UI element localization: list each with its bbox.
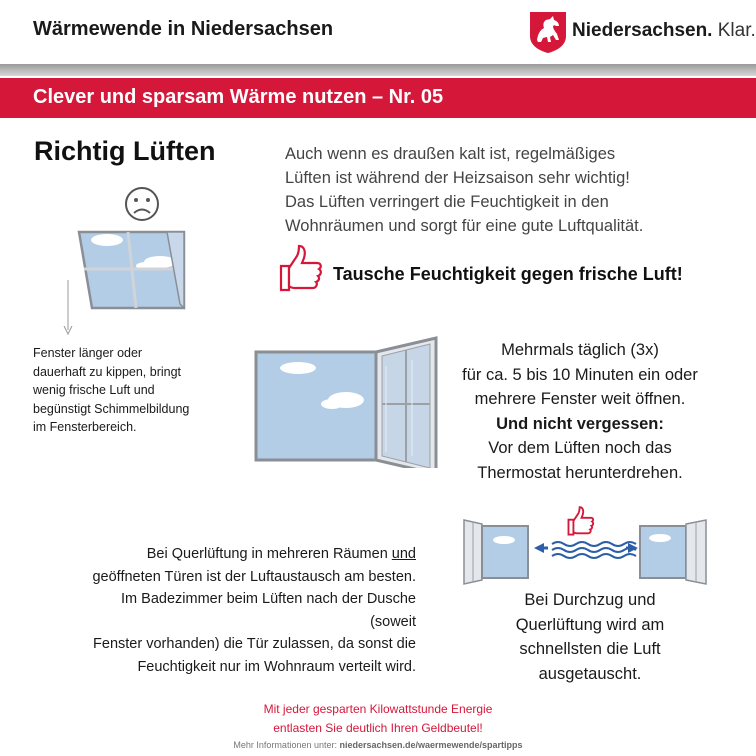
- draft-line: ausgetauscht.: [538, 664, 642, 683]
- header-title: Wärmewende in Niedersachsen: [33, 18, 334, 40]
- caption-line: im Fensterbereich.: [33, 420, 137, 434]
- brand-logo: [528, 10, 756, 56]
- brand-wordmark: [572, 20, 756, 42]
- header-divider: [0, 64, 756, 76]
- brand-suffix: Klar.: [717, 20, 756, 41]
- section-title: Richtig Lüften: [34, 136, 216, 166]
- ventilation-tips: [430, 338, 730, 485]
- caption-line: begünstigt Schimmelbildung: [33, 401, 190, 416]
- sad-face-icon: [124, 186, 160, 222]
- tilt-warning-caption: [33, 344, 233, 437]
- footer-info-link[interactable]: niedersachsen.de/waermewende/spartipps: [339, 740, 523, 750]
- footer-info: [100, 740, 656, 750]
- cross-line: [80, 543, 416, 566]
- tip-line: für ca. 5 bis 10 Minuten ein oder: [462, 365, 698, 384]
- brand-name: Niedersachsen.: [572, 20, 713, 41]
- cross-line: geöffneten Türen ist der Luftaustausch am besten.: [92, 568, 416, 585]
- draft-line: schnellsten die Luft: [519, 640, 661, 658]
- open-window-icon: [252, 334, 442, 468]
- cross-ventilation-icon: [462, 504, 712, 586]
- tip-line: Mehrmals täglich (3x): [501, 341, 659, 359]
- intro-text: [285, 142, 705, 238]
- cross-line-text: Bei Querlüftung in mehreren Räumen: [146, 546, 392, 562]
- caption-line: Fenster länger oder: [33, 346, 143, 360]
- cross-ventilation-text: [80, 543, 416, 678]
- footer-info-prefix: Mehr Informationen unter:: [233, 740, 340, 750]
- cross-line: Feuchtigkeit nur im Wohnraum verteilt wird.: [137, 658, 416, 675]
- footer-message-line: Mit jeder gesparten Kilowattstunde Energie: [263, 702, 493, 716]
- footer-message-line: entlasten Sie deutlich Ihren Geldbeutel!: [273, 721, 483, 735]
- tip-line: Thermostat herunterdrehen.: [477, 463, 683, 482]
- caption-line: dauerhaft zu kippen, bringt: [33, 364, 182, 379]
- cross-underline-word: und: [391, 546, 416, 562]
- cross-line: Fenster vorhanden) die Tür zulassen, da sonst die: [93, 636, 416, 652]
- series-banner: [0, 78, 756, 118]
- caption-line: wenig frische Luft und: [33, 383, 155, 397]
- intro-line: Lüften ist während der Heizsaison sehr wichtig!: [285, 169, 630, 187]
- footer-message: [200, 700, 556, 738]
- horse-emblem-icon: [528, 10, 568, 54]
- draft-line: Bei Durchzug und: [524, 591, 656, 609]
- intro-line: Das Lüften verringert die Feuchtigkeit in den: [285, 193, 609, 211]
- draft-text: [490, 588, 690, 686]
- draft-line: Querlüftung wird am: [515, 615, 665, 634]
- tilted-window-icon: [62, 226, 192, 340]
- tip-emphasis: Und nicht vergessen:: [496, 414, 664, 433]
- tip-line: Vor dem Lüften noch das: [488, 439, 672, 457]
- slogan: Tausche Feuchtigkeit gegen frische Luft!: [333, 264, 683, 284]
- intro-line: Auch wenn es draußen kalt ist, regelmäßiges: [285, 145, 616, 163]
- cross-line: Im Badezimmer beim Lüften nach der Dusche (soweit: [121, 591, 416, 630]
- series-banner-text: Clever und sparsam Wärme nutzen – Nr. 05: [33, 86, 444, 108]
- tip-line: mehrere Fenster weit öffnen.: [474, 390, 686, 408]
- thumbs-up-icon: [277, 244, 325, 296]
- intro-line: Wohnräumen und sorgt für eine gute Luftqualität.: [285, 217, 644, 235]
